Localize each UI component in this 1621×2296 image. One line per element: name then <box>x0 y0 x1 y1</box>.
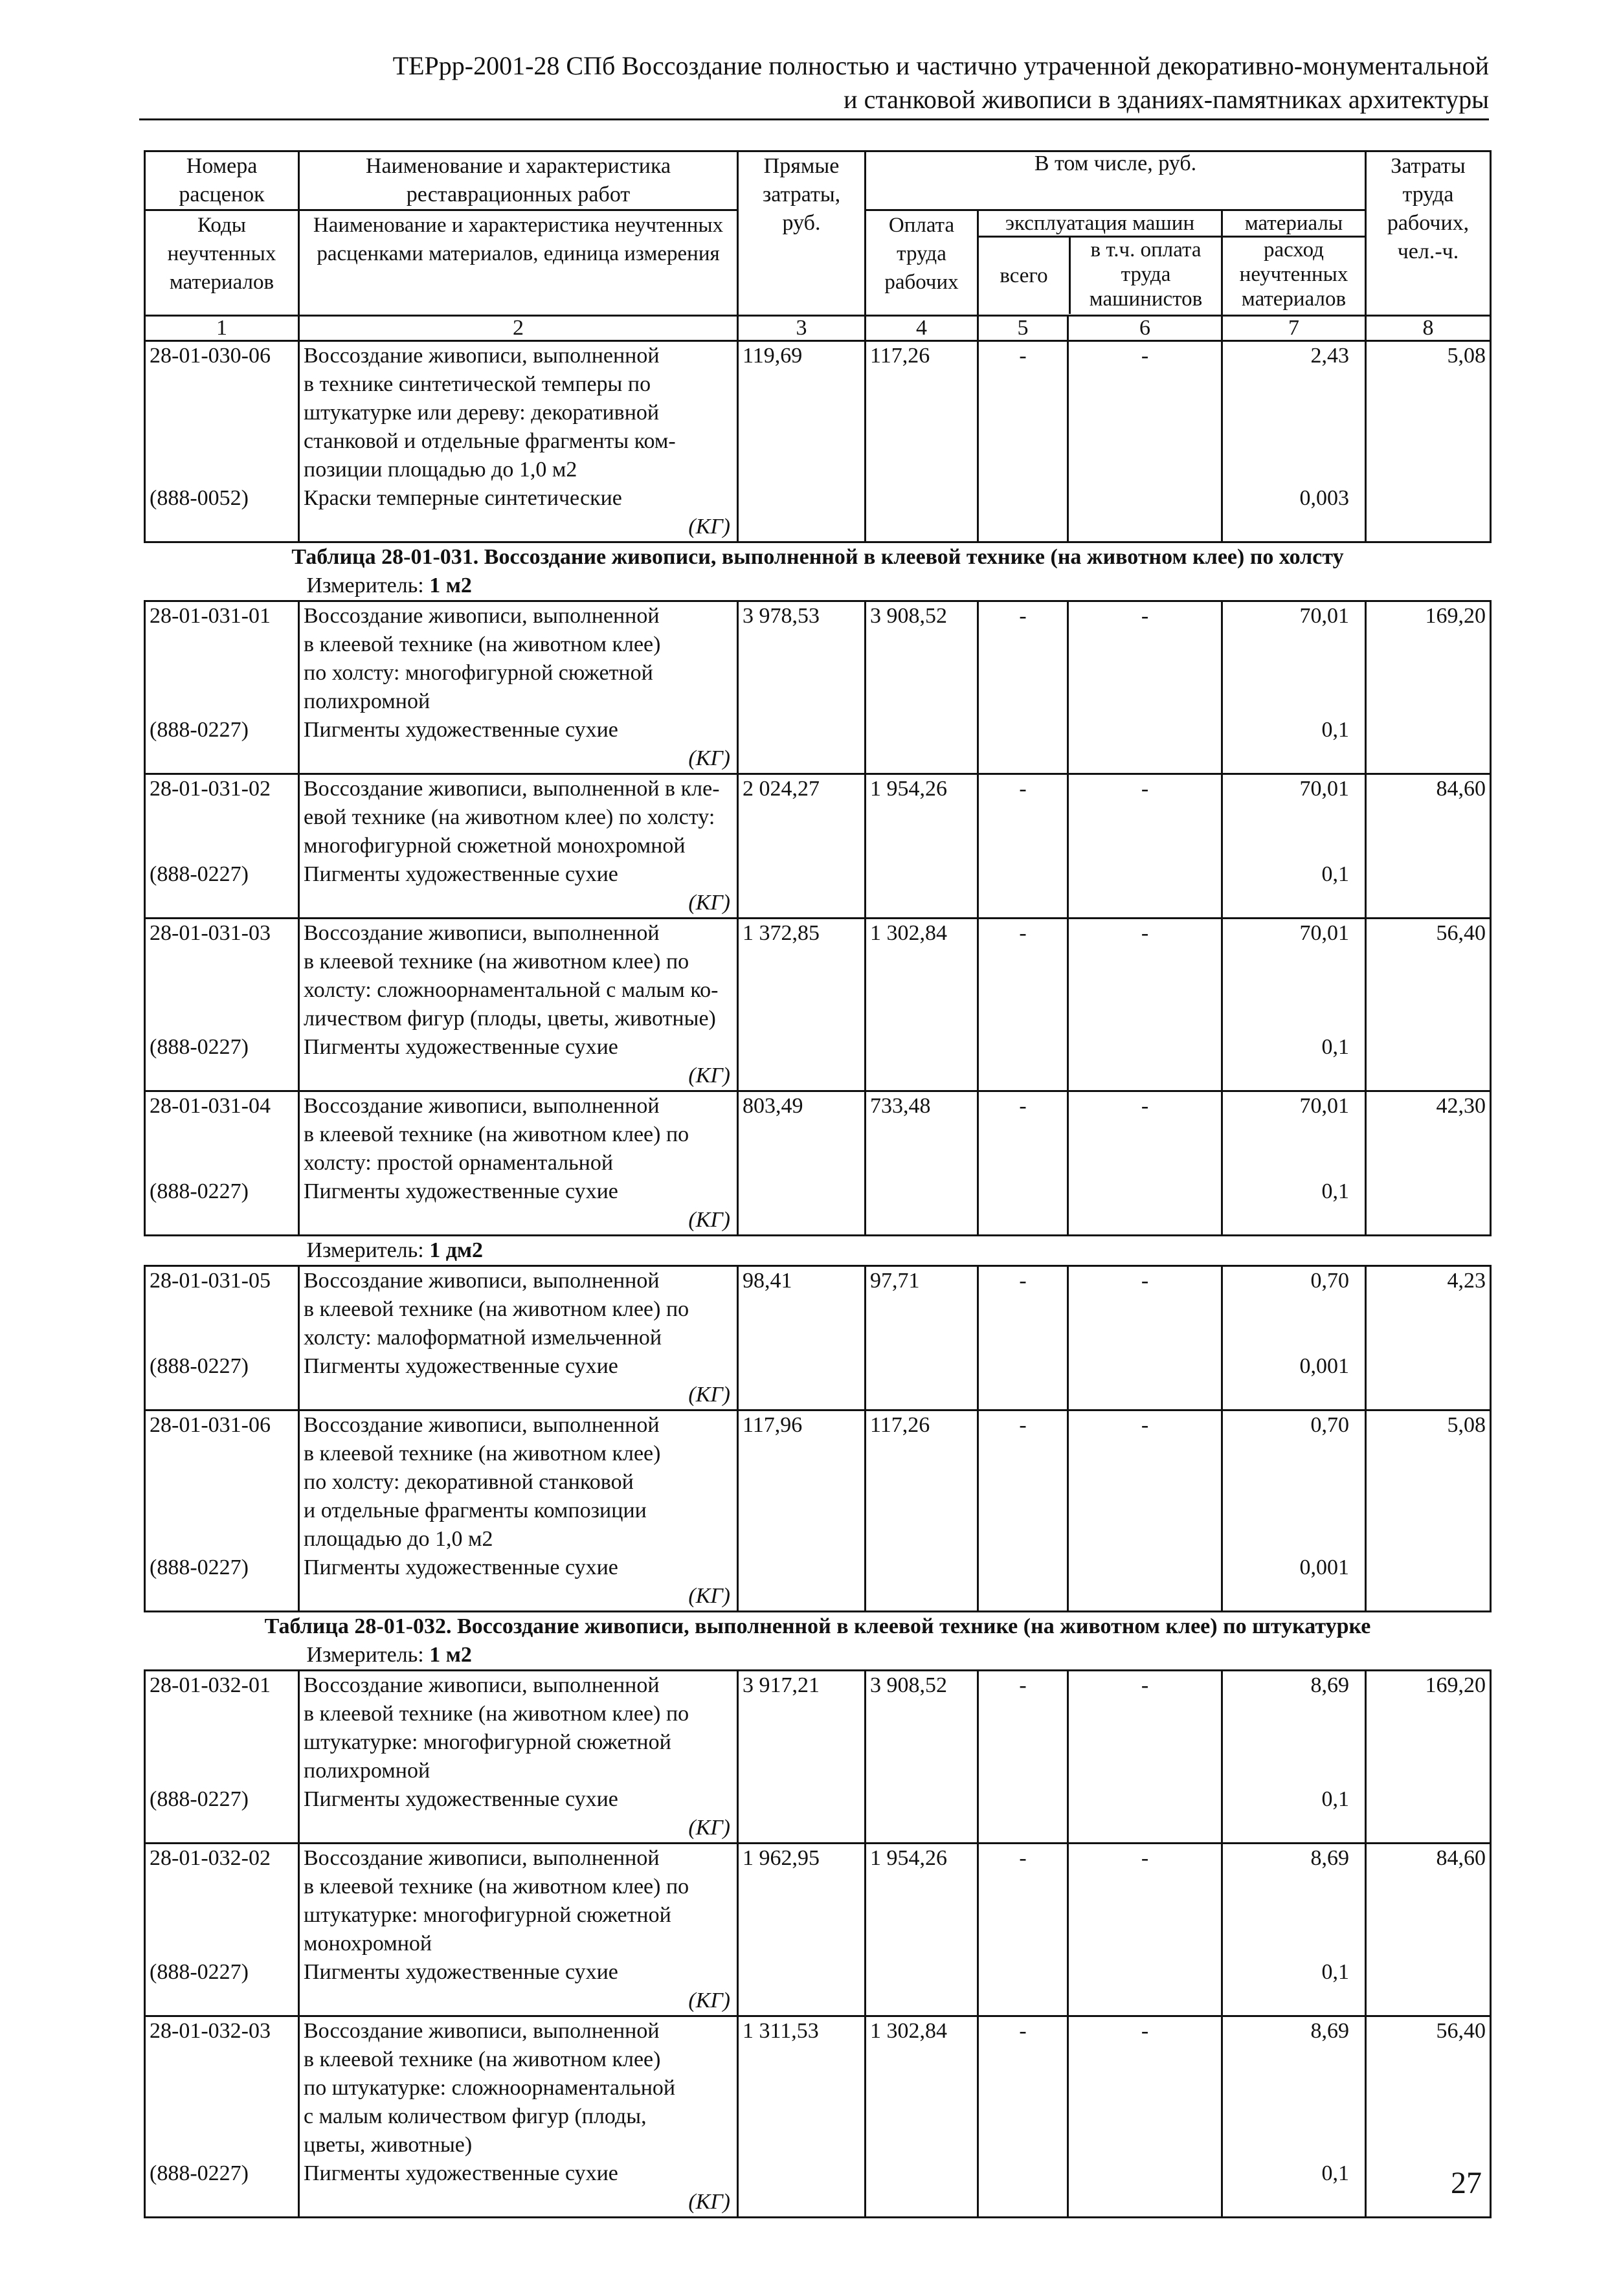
machines-total: - <box>978 919 1068 1091</box>
machinists-pay: - <box>1068 1844 1222 2016</box>
rate-code: 28-01-032-01 <box>150 1673 271 1697</box>
material-code: (888-0227) <box>150 2161 249 2185</box>
work-description-line: цветы, животные) <box>304 2133 473 2157</box>
labor-pay: 1 954,26 <box>866 774 978 919</box>
material-quantity: 0,1 <box>1321 718 1349 742</box>
machinists-pay: - <box>1068 2016 1222 2218</box>
machinists-pay: - <box>1068 601 1222 774</box>
work-description-line: в клеевой технике (на животном клее) по <box>304 1297 689 1321</box>
table-032-measure-value: 1 м2 <box>429 1643 472 1667</box>
materials-cell <box>1222 774 1366 919</box>
rate-code: 28-01-032-03 <box>150 2019 271 2043</box>
material-quantity: 0,1 <box>1321 1787 1349 1811</box>
rate-code-cell <box>145 1091 299 1236</box>
work-description-line: полихромной <box>304 1759 430 1783</box>
work-description-line: штукатурке или дереву: декоративной <box>304 401 660 425</box>
col-header-machines: эксплуатация машин <box>979 211 1221 238</box>
labor-hours: 56,40 <box>1366 919 1491 1091</box>
labor-pay: 117,26 <box>866 1410 978 1612</box>
work-description-line: монохромной <box>304 1932 432 1956</box>
materials-cost: 0,70 <box>1310 1269 1349 1293</box>
materials-cost: 8,69 <box>1310 2019 1349 2043</box>
column-number-7: 7 <box>1222 316 1366 341</box>
work-description-line: с малым количеством фигур (плоды, <box>304 2104 647 2128</box>
rate-row <box>145 1671 1491 1844</box>
header-title-line1: ТЕРрр-2001-28 СПб Воссоздание полностью и частично утраченной декоративно-монументальной <box>392 51 1489 80</box>
work-description-line: и отдельные фрагменты композиции <box>304 1499 647 1522</box>
column-number-3: 3 <box>738 316 866 341</box>
rate-code-cell <box>145 774 299 919</box>
work-description-line: в клеевой технике (на животном клее) <box>304 2047 661 2071</box>
work-description-line: по холсту: многофигурной сюжетной <box>304 661 653 685</box>
materials-cost: 70,01 <box>1299 1094 1349 1118</box>
material-quantity: 0,1 <box>1321 862 1349 886</box>
work-description <box>299 1410 738 1612</box>
direct-costs: 1 372,85 <box>738 919 866 1091</box>
table-031-measure-value: 1 м2 <box>429 574 472 597</box>
material-name: Пигменты художественные сухие <box>304 1354 618 1378</box>
material-code: (888-0227) <box>150 1555 249 1579</box>
rate-row <box>145 774 1491 919</box>
work-description-line: Воссоздание живописи, выполненной <box>304 604 660 628</box>
material-code: (888-0227) <box>150 1960 249 1984</box>
materials-cell <box>1222 601 1366 774</box>
material-quantity: 0,001 <box>1299 1354 1349 1378</box>
materials-cell <box>1222 919 1366 1091</box>
work-description-line: в клеевой технике (на животном клее) по <box>304 1702 689 1726</box>
work-description-line: полихромной <box>304 689 430 713</box>
group-mark: (КГ) <box>688 1064 730 1087</box>
work-description-line: в клеевой технике (на животном клее) по <box>304 1875 689 1899</box>
rate-code: 28-01-031-06 <box>150 1413 271 1437</box>
machines-total: - <box>978 341 1068 542</box>
material-name: Пигменты художественные сухие <box>304 2161 618 2185</box>
materials-cell <box>1222 1091 1366 1236</box>
material-quantity: 0,1 <box>1321 1035 1349 1059</box>
work-description-line: Воссоздание живописи, выполненной <box>304 1413 660 1437</box>
rate-code: 28-01-030-06 <box>150 344 271 368</box>
work-description-line: в технике синтетической темперы по <box>304 372 651 396</box>
material-quantity: 0,001 <box>1299 1555 1349 1579</box>
direct-costs: 3 978,53 <box>738 601 866 774</box>
column-number-1: 1 <box>145 316 299 341</box>
materials-cost: 0,70 <box>1310 1413 1349 1437</box>
machinists-pay: - <box>1068 774 1222 919</box>
labor-hours: 42,30 <box>1366 1091 1491 1236</box>
group-mark: (КГ) <box>688 1989 730 2012</box>
machinists-pay: - <box>1068 1266 1222 1410</box>
work-description <box>299 601 738 774</box>
labor-pay: 3 908,52 <box>866 601 978 774</box>
rates-table <box>144 150 1492 2218</box>
rate-row <box>145 1844 1491 2016</box>
labor-pay: 1 954,26 <box>866 1844 978 2016</box>
materials-cost: 70,01 <box>1299 777 1349 801</box>
work-description <box>299 1266 738 1410</box>
table-032-title: Таблица 28-01-032. Воссоздание живописи, выполненной в клеевой технике (на животном клее) по штукатурке <box>264 1614 1371 1638</box>
material-code: (888-0227) <box>150 1179 249 1203</box>
machines-total: - <box>978 1091 1068 1236</box>
rate-code-cell <box>145 1844 299 2016</box>
work-description <box>299 919 738 1091</box>
work-description-line: Воссоздание живописи, выполненной <box>304 921 660 945</box>
labor-hours: 169,20 <box>1366 1671 1491 1844</box>
work-description-line: Воссоздание живописи, выполненной <box>304 2019 660 2043</box>
machines-total: - <box>978 601 1068 774</box>
column-number-2: 2 <box>299 316 738 341</box>
direct-costs: 1 962,95 <box>738 1844 866 2016</box>
work-description-line: в клеевой технике (на животном клее) <box>304 1442 661 1466</box>
rate-code: 28-01-031-04 <box>150 1094 271 1118</box>
labor-pay: 117,26 <box>866 341 978 542</box>
column-number-4: 4 <box>866 316 978 341</box>
table-031-measure <box>145 572 1491 600</box>
work-description-line: штукатурке: многофигурной сюжетной <box>304 1903 671 1927</box>
material-name: Краски темперные синтетические <box>304 486 622 510</box>
rate-code-cell <box>145 2016 299 2218</box>
material-name: Пигменты художественные сухие <box>304 718 618 742</box>
material-name: Пигменты художественные сухие <box>304 862 618 886</box>
material-name: Пигменты художественные сухие <box>304 1960 618 1984</box>
rate-row <box>145 2016 1491 2218</box>
col-header-labor-pay: Оплата труда рабочих <box>866 210 978 316</box>
materials-cost: 70,01 <box>1299 604 1349 628</box>
work-description-line: в клеевой технике (на животном клее) по <box>304 1122 689 1146</box>
col-header-direct-costs: Прямые затраты, руб. <box>738 151 866 316</box>
col-header-unaccounted-materials: расход неучтенных материалов <box>1239 238 1348 311</box>
material-name: Пигменты художественные сухие <box>304 1179 618 1203</box>
col-header-machinists-pay: в т.ч. оплата труда машинистов <box>1089 238 1203 311</box>
labor-hours: 84,60 <box>1366 1844 1491 2016</box>
work-description-line: Воссоздание живописи, выполненной <box>304 1673 660 1697</box>
direct-costs: 803,49 <box>738 1091 866 1236</box>
direct-costs: 119,69 <box>738 341 866 542</box>
work-description-line: холсту: сложноорнаментальной с малым ко- <box>304 978 719 1002</box>
rate-code-cell <box>145 1410 299 1612</box>
column-number-6: 6 <box>1068 316 1222 341</box>
work-description-line: позиции площадью до 1,0 м2 <box>304 458 577 482</box>
material-quantity: 0,1 <box>1321 1960 1349 1984</box>
work-description-line: евой технике (на животном клее) по холсту: <box>304 805 715 829</box>
material-name: Пигменты художественные сухие <box>304 1035 618 1059</box>
rate-row <box>145 341 1491 542</box>
labor-hours: 5,08 <box>1366 1410 1491 1612</box>
rate-row <box>145 919 1491 1091</box>
machinists-pay: - <box>1068 341 1222 542</box>
labor-hours: 56,40 <box>1366 2016 1491 2218</box>
material-quantity: 0,1 <box>1321 1179 1349 1203</box>
rate-code-cell <box>145 341 299 542</box>
direct-costs: 1 311,53 <box>738 2016 866 2218</box>
work-description-line: Воссоздание живописи, выполненной <box>304 1846 660 1870</box>
labor-hours: 4,23 <box>1366 1266 1491 1410</box>
machines-total: - <box>978 1266 1068 1410</box>
rate-code: 28-01-032-02 <box>150 1846 271 1870</box>
labor-pay: 3 908,52 <box>866 1671 978 1844</box>
col-header-material-codes: Коды неучтенных материалов <box>145 210 299 316</box>
work-description-line: станковой и отдельные фрагменты ком- <box>304 429 676 453</box>
group-mark: (КГ) <box>688 1383 730 1407</box>
materials-cell <box>1222 2016 1366 2218</box>
col-header-material-name: Наименование и характеристика неучтенных расценками материалов, единица измерения <box>299 210 738 316</box>
work-description-line: площадью до 1,0 м2 <box>304 1527 493 1551</box>
material-name: Пигменты художественные сухие <box>304 1555 618 1579</box>
rate-code: 28-01-031-02 <box>150 777 271 801</box>
rate-code-cell <box>145 601 299 774</box>
labor-pay: 1 302,84 <box>866 2016 978 2218</box>
machinists-pay: - <box>1068 1671 1222 1844</box>
work-description-line: холсту: малоформатной измельченной <box>304 1326 662 1350</box>
direct-costs: 98,41 <box>738 1266 866 1410</box>
labor-hours: 169,20 <box>1366 601 1491 774</box>
work-description <box>299 1671 738 1844</box>
col-header-rate-numbers: Номера расценок <box>145 151 299 210</box>
work-description-line: многофигурной сюжетной монохромной <box>304 834 686 858</box>
material-code: (888-0227) <box>150 1787 249 1811</box>
machinists-pay: - <box>1068 1410 1222 1612</box>
group-mark: (КГ) <box>688 1208 730 1232</box>
materials-cell <box>1222 1266 1366 1410</box>
material-code: (888-0227) <box>150 1035 249 1059</box>
group-mark: (КГ) <box>688 1816 730 1840</box>
table-031-measure2-value: 1 дм2 <box>429 1238 484 1262</box>
work-description-line: Воссоздание живописи, выполненной <box>304 1269 660 1293</box>
materials-cell <box>1222 341 1366 542</box>
group-mark: (КГ) <box>688 1584 730 1608</box>
rate-code-cell <box>145 1671 299 1844</box>
header-rule <box>139 118 1489 120</box>
work-description-line: в клеевой технике (на животном клее) <box>304 632 661 656</box>
machines-total: - <box>978 1844 1068 2016</box>
work-description-line: штукатурке: многофигурной сюжетной <box>304 1730 671 1754</box>
col-header-machines-total: всего <box>979 238 1071 314</box>
work-description-line: личеством фигур (плоды, цветы, животные) <box>304 1007 716 1031</box>
rate-code: 28-01-031-01 <box>150 604 271 628</box>
table-031-title: Таблица 28-01-031. Воссоздание живописи, выполненной в клеевой технике (на животном клее) по холсту <box>291 545 1344 569</box>
work-description-line: холсту: простой орнаментальной <box>304 1151 614 1175</box>
table-031-measure2 <box>145 1236 1491 1265</box>
machines-total: - <box>978 1671 1068 1844</box>
group-mark: (КГ) <box>688 746 730 770</box>
col-header-labor-hours: Затраты труда рабочих, чел.-ч. <box>1366 151 1491 316</box>
col-header-materials: материалы <box>1223 211 1365 238</box>
column-number-8: 8 <box>1366 316 1491 341</box>
material-name: Пигменты художественные сухие <box>304 1787 618 1811</box>
work-description <box>299 1844 738 2016</box>
labor-pay: 1 302,84 <box>866 919 978 1091</box>
materials-cost: 2,43 <box>1310 344 1349 368</box>
work-description <box>299 774 738 919</box>
direct-costs: 117,96 <box>738 1410 866 1612</box>
labor-pay: 733,48 <box>866 1091 978 1236</box>
labor-hours: 5,08 <box>1366 341 1491 542</box>
group-mark: (КГ) <box>688 2190 730 2214</box>
rate-code-cell <box>145 1266 299 1410</box>
materials-cell <box>1222 1671 1366 1844</box>
machines-total: - <box>978 2016 1068 2218</box>
work-description-line: в клеевой технике (на животном клее) по <box>304 950 689 974</box>
work-description-line: Воссоздание живописи, выполненной <box>304 1094 660 1118</box>
material-code: (888-0227) <box>150 718 249 742</box>
material-quantity: 0,003 <box>1299 486 1349 510</box>
rate-code-cell <box>145 919 299 1091</box>
material-quantity: 0,1 <box>1321 2161 1349 2185</box>
table-031-measure2-label: Измеритель: <box>306 1238 424 1262</box>
work-description-line: по штукатурке: сложноорнаментальной <box>304 2076 676 2100</box>
col-header-work-name: Наименование и характеристика реставрационных работ <box>299 151 738 210</box>
materials-cost: 8,69 <box>1310 1846 1349 1870</box>
material-code: (888-0052) <box>150 486 249 510</box>
work-description <box>299 1091 738 1236</box>
machines-total: - <box>978 1410 1068 1612</box>
labor-hours: 84,60 <box>1366 774 1491 919</box>
rate-code: 28-01-031-05 <box>150 1269 271 1293</box>
materials-cell <box>1222 1844 1366 2016</box>
col-header-including: В том числе, руб. <box>866 151 1366 210</box>
machinists-pay: - <box>1068 919 1222 1091</box>
table-031-measure-label: Измеритель: <box>306 574 424 597</box>
machines-total: - <box>978 774 1068 919</box>
work-description-line: Воссоздание живописи, выполненной в кле- <box>304 777 720 801</box>
rate-row <box>145 1410 1491 1612</box>
direct-costs: 2 024,27 <box>738 774 866 919</box>
work-description <box>299 2016 738 2218</box>
rate-row <box>145 601 1491 774</box>
column-numbers-row <box>145 316 1491 341</box>
rate-row <box>145 1266 1491 1410</box>
work-description <box>299 341 738 542</box>
page-number: 27 <box>1451 2166 1482 2200</box>
rate-code: 28-01-031-03 <box>150 921 271 945</box>
direct-costs: 3 917,21 <box>738 1671 866 1844</box>
group-mark: (КГ) <box>688 515 730 539</box>
rate-row <box>145 1091 1491 1236</box>
materials-cell <box>1222 1410 1366 1612</box>
table-032-measure-label: Измеритель: <box>306 1643 424 1667</box>
material-code: (888-0227) <box>150 1354 249 1378</box>
labor-pay: 97,71 <box>866 1266 978 1410</box>
table-032-measure <box>145 1641 1491 1669</box>
work-description-line: Воссоздание живописи, выполненной <box>304 344 660 368</box>
header-title-line2: и станковой живописи в зданиях-памятниках архитектуры <box>844 85 1489 114</box>
materials-cost: 8,69 <box>1310 1673 1349 1697</box>
work-description-line: по холсту: декоративной станковой <box>304 1470 634 1494</box>
column-number-5: 5 <box>978 316 1068 341</box>
machinists-pay: - <box>1068 1091 1222 1236</box>
group-mark: (КГ) <box>688 891 730 915</box>
material-code: (888-0227) <box>150 862 249 886</box>
materials-cost: 70,01 <box>1299 921 1349 945</box>
